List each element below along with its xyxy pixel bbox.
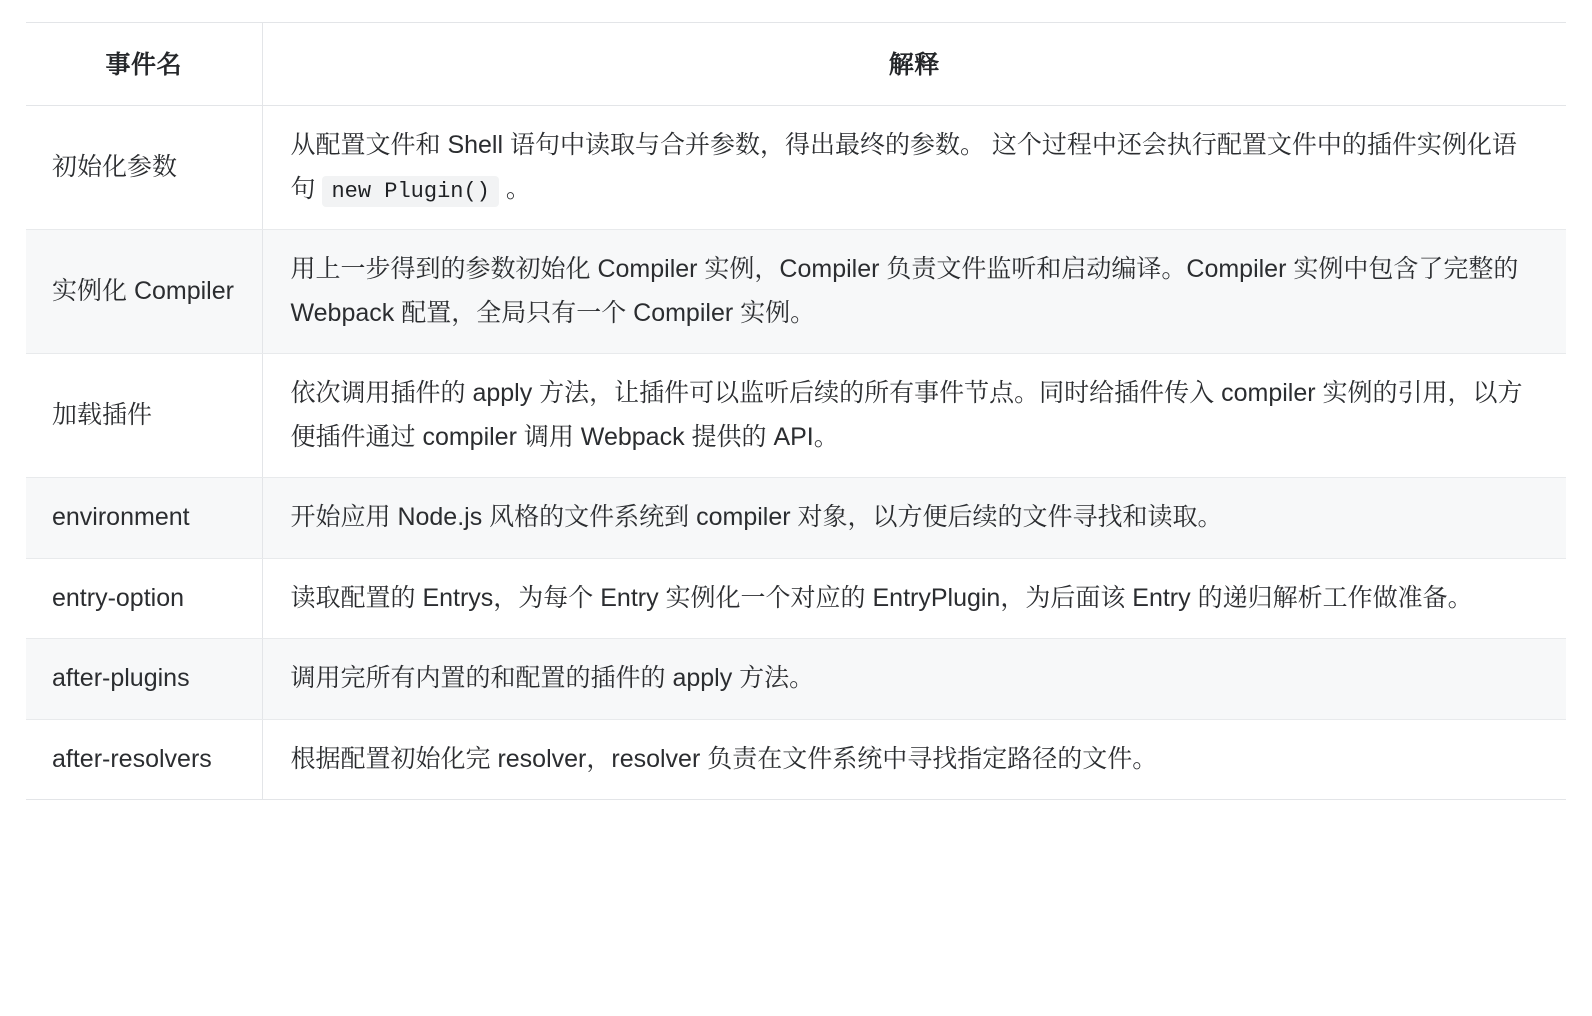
description-text-after-code: 。	[498, 174, 531, 203]
table-row	[26, 639, 1566, 720]
inline-code-new-plugin: new Plugin()	[322, 176, 498, 207]
description-text-before-code: 从配置文件和 Shell 语句中读取与合并参数，得出最终的参数。 这个过程中还会执行配置文件中的插件实例化语句	[290, 131, 1517, 203]
event-name-cell: 加载插件	[26, 354, 262, 478]
event-description-cell: 用上一步得到的参数初始化 Compiler 实例，Compiler 负责文件监听和启动编译。Compiler 实例中包含了完整的 Webpack 配置，全局只有一个 Compiler 实例。	[262, 230, 1566, 354]
event-description-cell: 调用完所有内置的和配置的插件的 apply 方法。	[262, 639, 1566, 720]
event-description-cell: 依次调用插件的 apply 方法，让插件可以监听后续的所有事件节点。同时给插件传入 compiler 实例的引用，以方便插件通过 compiler 调用 Webpack 提供的 API。	[262, 354, 1566, 478]
table-body	[26, 106, 1566, 800]
table-header-row	[26, 23, 1566, 106]
event-description-cell: 读取配置的 Entrys，为每个 Entry 实例化一个对应的 EntryPlugin，为后面该 Entry 的递归解析工作做准备。	[262, 558, 1566, 639]
event-name-cell: 初始化参数	[26, 106, 262, 230]
event-name-cell: after-resolvers	[26, 719, 262, 800]
event-name-cell: 实例化 Compiler	[26, 230, 262, 354]
table-row	[26, 719, 1566, 800]
event-name-cell: after-plugins	[26, 639, 262, 720]
table-row	[26, 478, 1566, 559]
event-description-cell: 根据配置初始化完 resolver，resolver 负责在文件系统中寻找指定路径的文件。	[290, 744, 1158, 773]
table-header	[26, 23, 1566, 106]
column-header-event-name: 事件名	[26, 23, 262, 106]
event-description-cell: 开始应用 Node.js 风格的文件系统到 compiler 对象，以方便后续的文件寻找和读取。	[262, 478, 1566, 559]
event-description-cell	[262, 106, 1566, 230]
event-name-cell: entry-option	[26, 558, 262, 639]
column-header-explanation: 解释	[262, 23, 1566, 106]
table-row	[26, 354, 1566, 478]
table-row	[26, 106, 1566, 230]
webpack-event-table	[26, 22, 1566, 800]
table-row	[26, 558, 1566, 639]
event-name-cell: environment	[26, 478, 262, 559]
table-row	[26, 230, 1566, 354]
